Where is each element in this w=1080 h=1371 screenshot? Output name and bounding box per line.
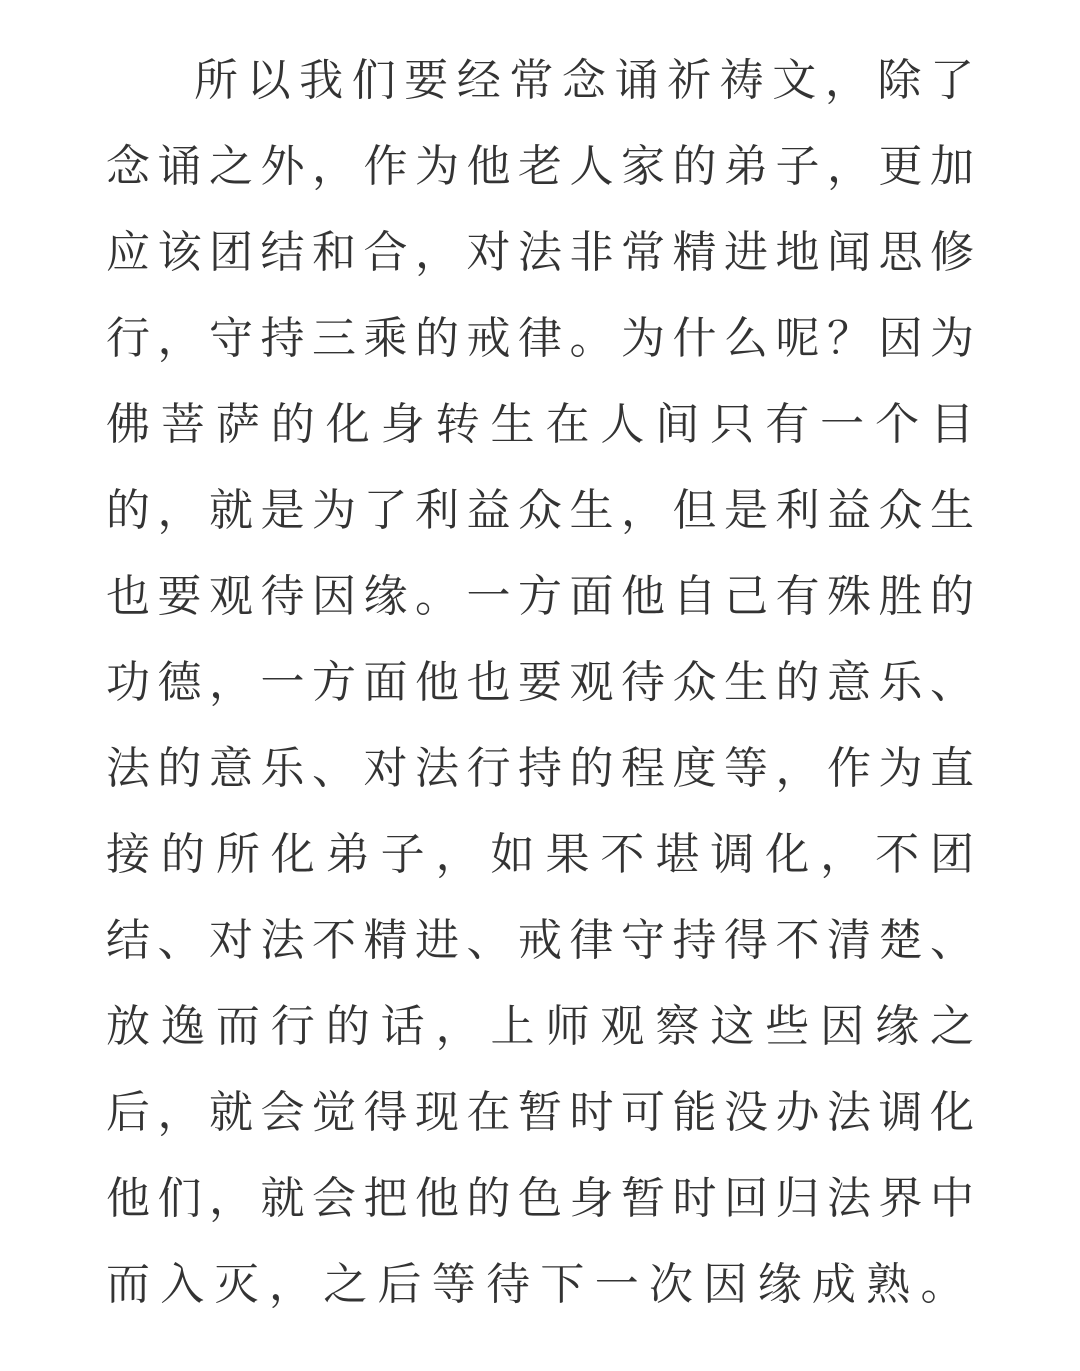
text-line: 后，就会觉得现在暂时可能没办法调化 [106,1087,974,1138]
text-line: 功德，一方面他也要观待众生的意乐、 [106,657,974,708]
text-line: 的，就是为了利益众生，但是利益众生 [106,485,974,536]
text-line: 应该团结和合，对法非常精进地闻思修 [106,227,974,278]
text-line: 他们，就会把他的色身暂时回归法界中 [106,1173,974,1224]
text-line: 而入灭，之后等待下一次因缘成熟。 [106,1259,975,1310]
text-line: 结、对法不精进、戒律守持得不清楚、 [106,915,974,966]
text-line: 佛菩萨的化身转生在人间只有一个目 [106,399,974,450]
text-line: 也要观待因缘。一方面他自己有殊胜的 [106,571,974,622]
article-body [106,38,974,1328]
text-line: 法的意乐、对法行持的程度等，作为直 [106,743,974,794]
text-line: 念诵之外，作为他老人家的弟子，更加 [106,141,974,192]
text-line: 放逸而行的话，上师观察这些因缘之 [106,1001,974,1052]
text-line: 行，守持三乘的戒律。为什么呢？因为 [106,313,974,364]
text-line: 接的所化弟子，如果不堪调化，不团 [106,829,974,880]
text-line: 所以我们要经常念诵祈祷文，除了 [194,55,974,106]
